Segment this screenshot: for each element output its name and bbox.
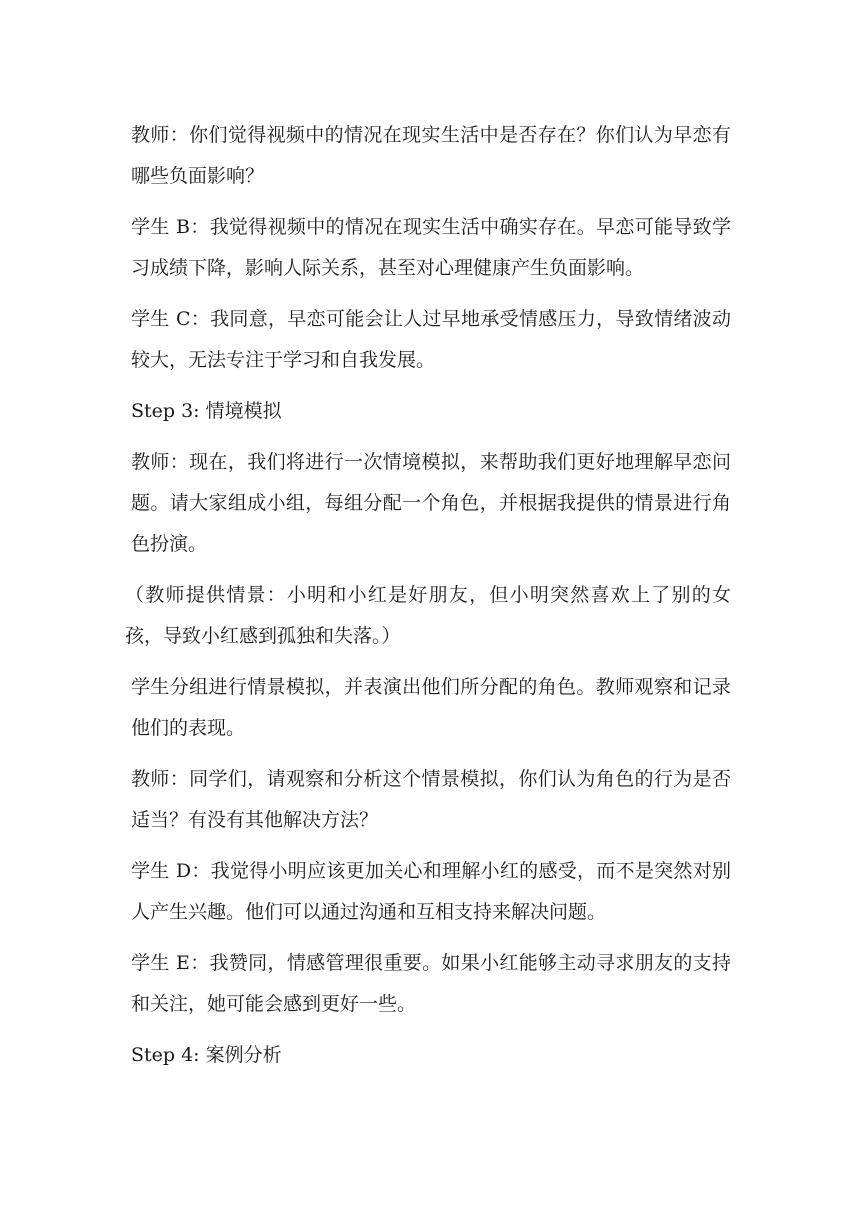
paragraph-teacher-analysis: 教师：同学们，请观察和分析这个情景模拟，你们认为角色的行为是否适当？有没有其他解决方法？ bbox=[131, 768, 731, 831]
paragraph-student-c: 学生 C：我同意，早恋可能会让人过早地承受情感压力，导致情绪波动较大，无法专注于学习和自我发展。 bbox=[131, 308, 731, 371]
heading-step-3: Step 3: 情境模拟 bbox=[131, 400, 282, 422]
document-page bbox=[125, 115, 731, 1086]
paragraph-teacher-question: 教师：你们觉得视频中的情况在现实生活中是否存在？你们认为早恋有哪些负面影响？ bbox=[131, 124, 731, 187]
paragraph-student-e: 学生 E：我赞同，情感管理很重要。如果小红能够主动寻求朋友的支持和关注，她可能会感到更好一些。 bbox=[131, 952, 731, 1015]
heading-step-4: Step 4: 案例分析 bbox=[131, 1044, 282, 1066]
paragraph-student-d: 学生 D：我觉得小明应该更加关心和理解小红的感受，而不是突然对别人产生兴趣。他们可以通过沟通和互相支持来解决问题。 bbox=[131, 860, 731, 923]
paragraph-student-b: 学生 B：我觉得视频中的情况在现实生活中确实存在。早恋可能导致学习成绩下降，影响人际关系，甚至对心理健康产生负面影响。 bbox=[131, 216, 731, 279]
paragraph-teacher-simulation: 教师：现在，我们将进行一次情境模拟，来帮助我们更好地理解早恋问题。请大家组成小组，每组分配一个角色，并根据我提供的情景进行角色扮演。 bbox=[131, 451, 731, 555]
paragraph-scenario: （教师提供情景：小明和小红是好朋友，但小明突然喜欢上了别的女孩，导致小红感到孤独和失落。） bbox=[125, 584, 731, 647]
paragraph-group-activity: 学生分组进行情景模拟，并表演出他们所分配的角色。教师观察和记录他们的表现。 bbox=[131, 676, 731, 739]
